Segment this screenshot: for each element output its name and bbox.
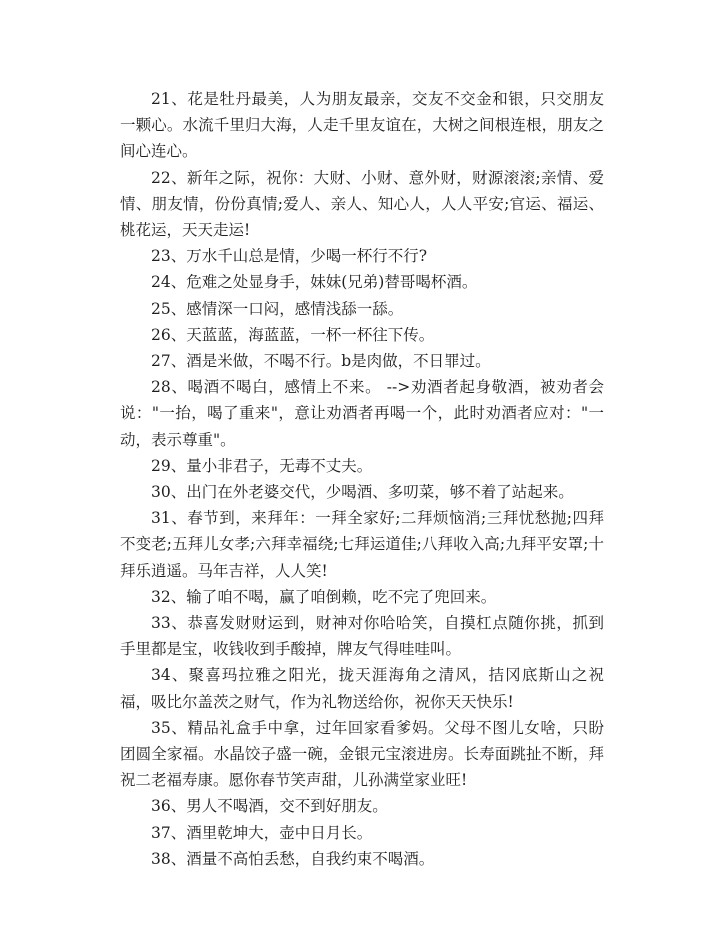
paragraph-23: 23、万水千山总是情，少喝一杯行不行? (151, 247, 428, 266)
paragraph-29: 29、量小非君子，无毒不丈夫。 (151, 456, 373, 475)
paragraph-33: 33、恭喜发财财运到，财神对你哈哈笑，自摸杠点随你挑，抓到手里都是宝，收钱收到手酸掉，牌友气得哇哇叫。 (120, 614, 604, 659)
paragraph-31: 31、春节到，来拜年：一拜全家好;二拜烦恼消;三拜忧愁抛;四拜不变老;五拜儿女孝;六拜幸福绕;七拜运道佳;八拜收入高;九拜平安罩;十拜乐逍遥。马年吉祥，人人笑! (120, 509, 604, 580)
paragraph-22: 22、新年之际，祝你：大财、小财、意外财，财源滚滚;亲情、爱情、朋友情，份份真情;爱人、亲人、知心人，人人平安;官运、福运、桃花运，天天走运! (120, 168, 604, 240)
paragraph-32: 32、输了咱不喝，赢了咱倒赖，吃不完了兜回来。 (151, 587, 497, 606)
paragraph-24: 24、危难之处显身手，妹妹(兄弟)替哥喝杯酒。 (151, 273, 478, 292)
paragraph-25: 25、感情深一口闷，感情浅舔一舔。 (151, 299, 404, 318)
document-body (120, 86, 604, 872)
paragraph-36: 36、男人不喝酒，交不到好朋友。 (151, 797, 388, 816)
paragraph-27: 27、酒是米做，不喝不行。b是肉做，不日罪过。 (151, 352, 491, 371)
paragraph-37: 37、酒里乾坤大，壶中日月长。 (151, 823, 373, 842)
paragraph-21: 21、花是牡丹最美，人为朋友最亲，交友不交金和银，只交朋友一颗心。水流千里归大海，人走千里友谊在，大树之间根连根，朋友之间心连心。 (120, 90, 604, 161)
paragraph-30: 30、出门在外老婆交代，少喝酒、多叨菜，够不着了站起来。 (151, 483, 574, 502)
paragraph-28: 28、喝酒不喝白，感情上不来。 -->劝酒者起身敬酒，被劝者会说："一抬，喝了重来"，意让劝酒者再喝一个，此时劝酒者应对："一动，表示尊重"。 (120, 378, 604, 449)
paragraph-26: 26、天蓝蓝，海蓝蓝，一杯一杯往下传。 (151, 325, 435, 344)
paragraph-38: 38、酒量不高怕丢愁，自我约束不喝酒。 (151, 849, 435, 868)
paragraph-35: 35、精品礼盒手中拿，过年回家看爹妈。父母不图儿女啥，只盼团圆全家福。水晶饺子盛一碗，金银元宝滚进房。长寿面跳扯不断，拜祝二老福寿康。愿你春节笑声甜，儿孙满堂家业旺! (120, 718, 604, 790)
paragraph-34: 34、聚喜玛拉雅之阳光，拢天涯海角之清风，拮冈底斯山之祝福，吸比尔盖茨之财气，作为礼物送给你，祝你天天快乐! (120, 666, 604, 711)
